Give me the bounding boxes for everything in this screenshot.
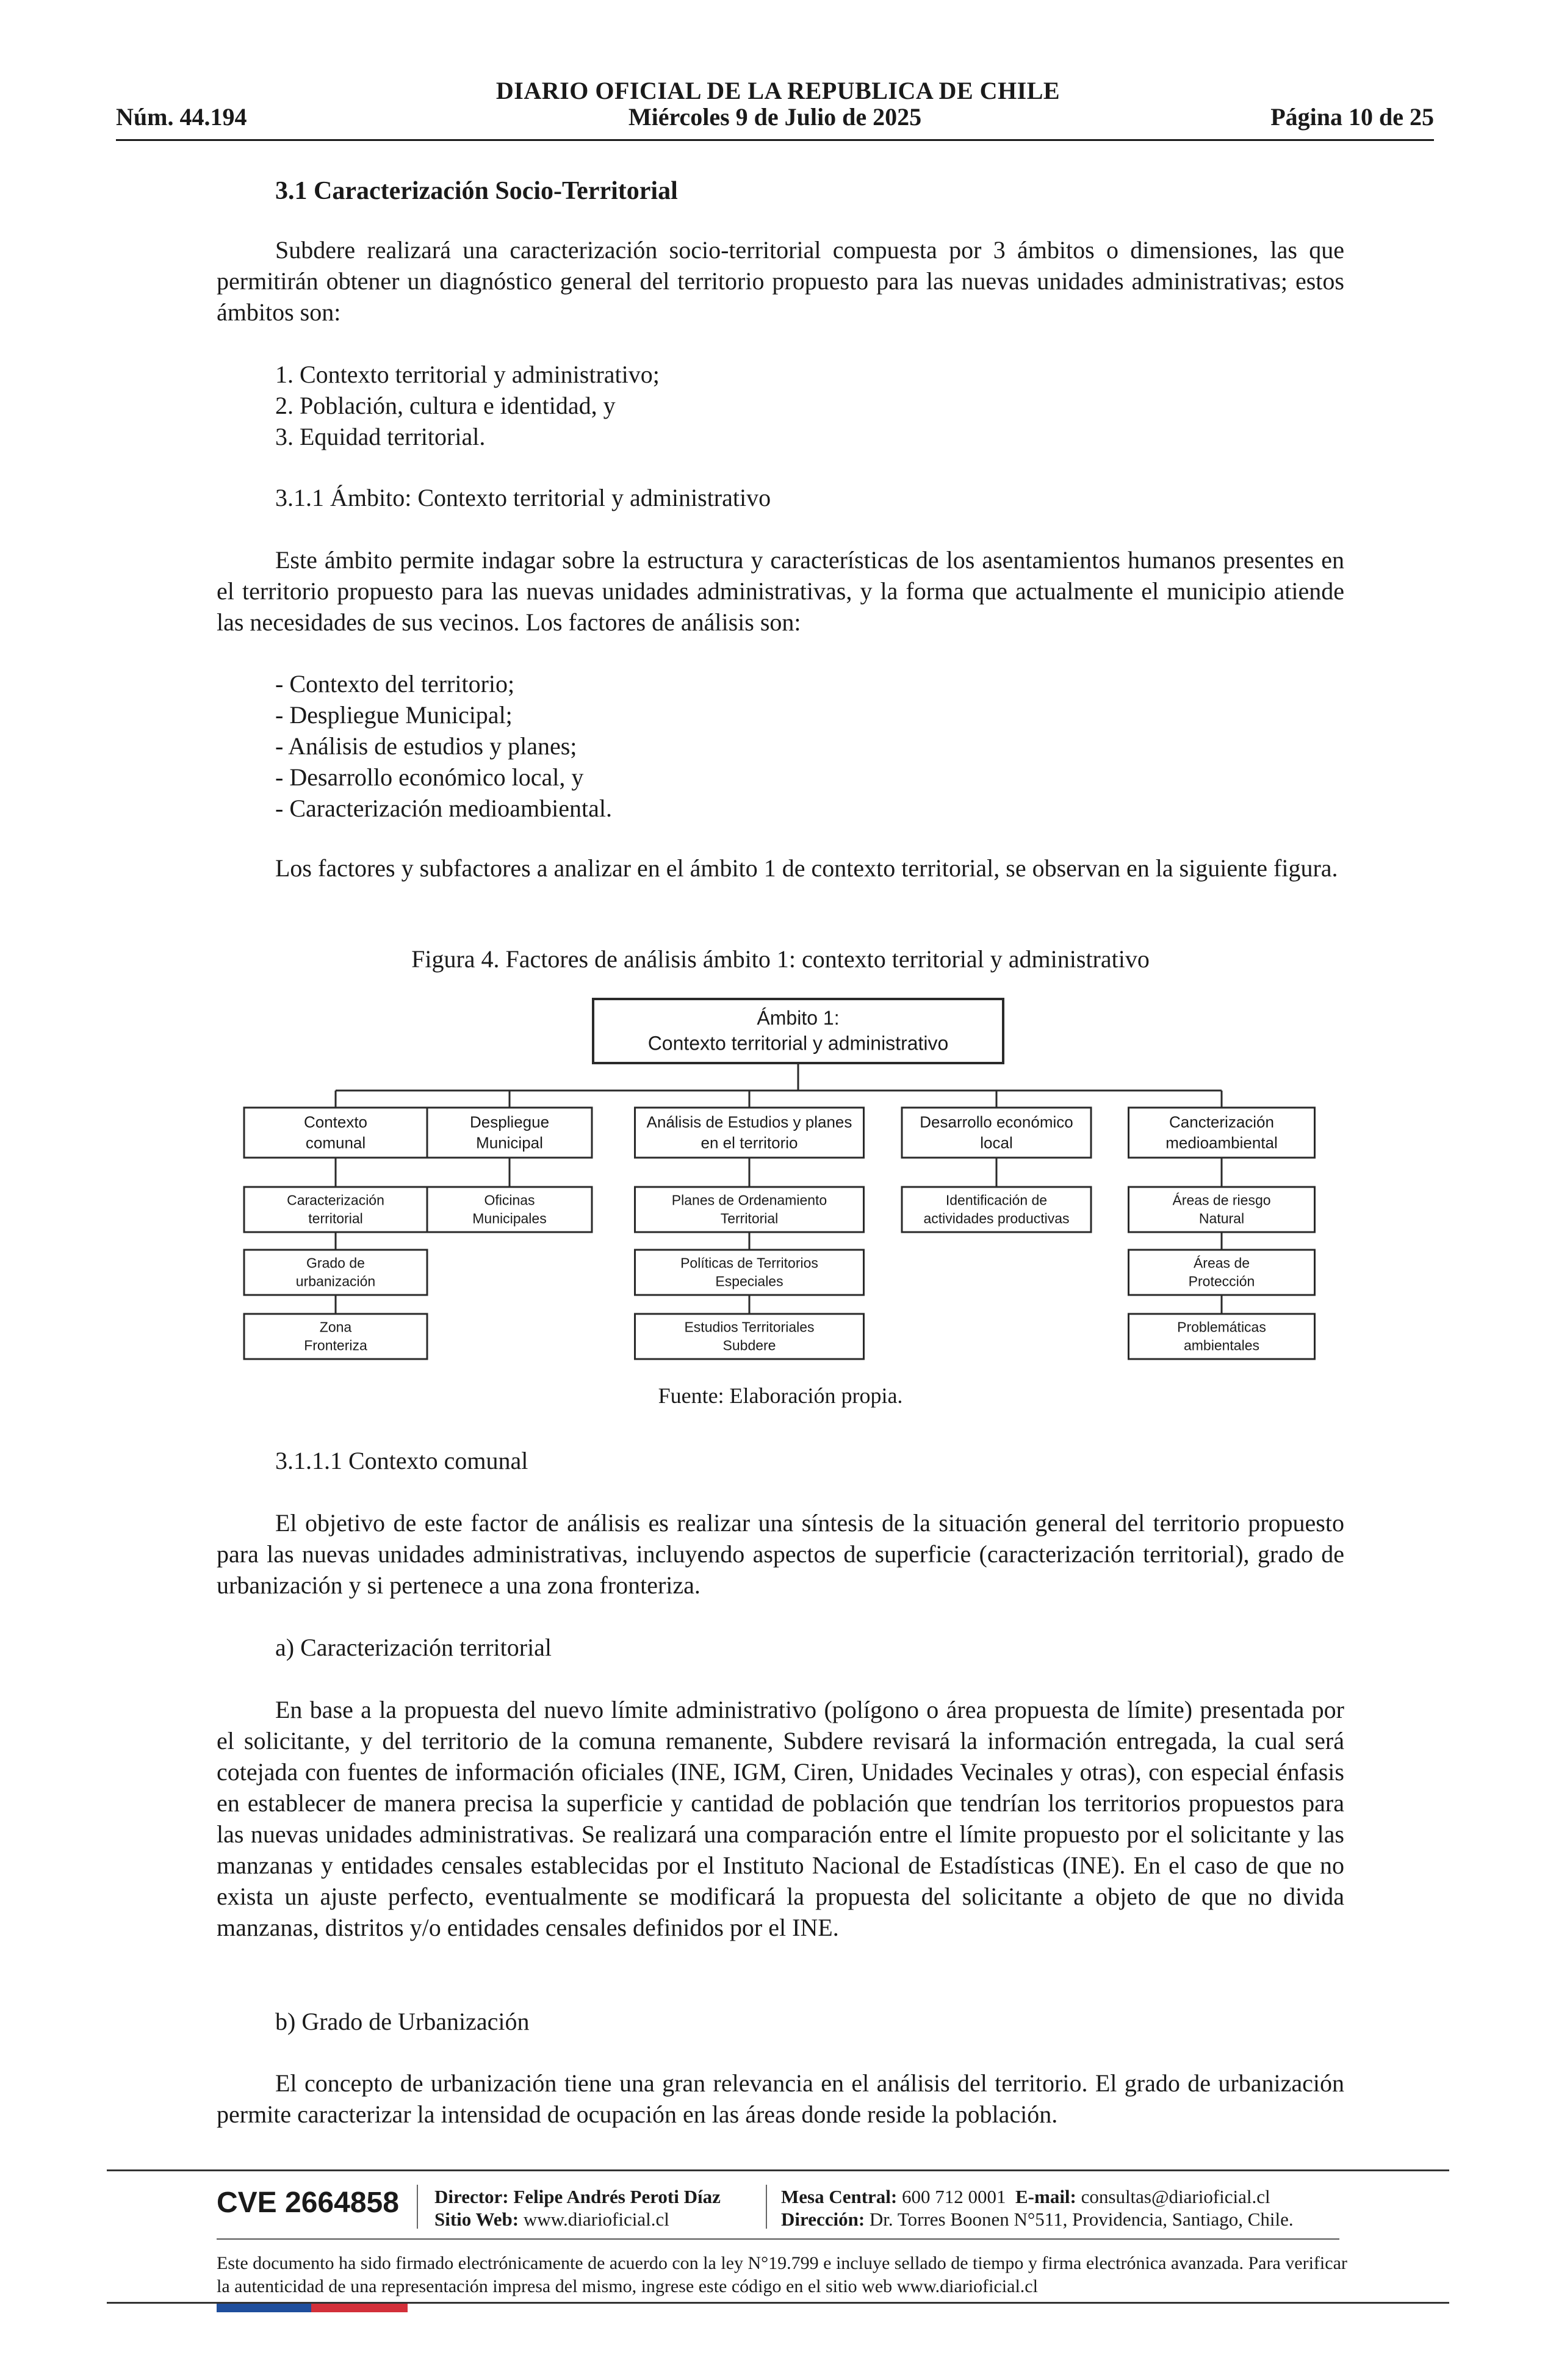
figure-caption: Figura 4. Factores de análisis ámbito 1: contexto territorial y administrativo <box>411 945 1150 973</box>
a-paragraph: En base a la propuesta del nuevo límite administrativo (polígono o área propuesta de límite) presentada por el solicitante, y del territorio de la comuna remanente, Subdere revisará la información entregada, la cual será cotejada con fuentes de información oficiales (INE, IGM, Ciren, Unidades Vecinales y otras), con especial énfasis en establecer de manera precisa la superficie y cantidad de población que tendrían los territorios propuestos para las nuevas unidades administrativas. Se realizará una comparación entre el límite propuesto por el solicitante y las manzanas y entidades censales establecidas por el Instituto Nacional de Estadísticas (INE). En el caso de que no exista un ajuste perfecto, eventualmente se modificará la propuesta del solicitante a objeto de que no divida manzanas, distritos y/o entidades censales definidos por el INE. <box>217 1696 1344 1941</box>
legal-notice: Este documento ha sido firmado electrónicamente de acuerdo con la ley N°19.799 e incluye sellado de tiempo y firma electrónica avanzada. Para verificar la autenticidad de una representación impresa del mismo, ingrese este código en el sitio web www.diarioficial.cl <box>217 2253 1347 2296</box>
intro-paragraph: Subdere realizará una caracterización socio-territorial compuesta por 3 ámbitos o dimensiones, las que permitirán obtener un diagnóstico general del territorio propuesto para las nuevas unidades administrativas; estos ámbitos son: <box>217 236 1344 326</box>
factor-box-label: Desarrollo económico <box>920 1112 1073 1131</box>
footer-bar-blue <box>217 2304 311 2312</box>
mesa-value: 600 712 0001 <box>902 2186 1006 2207</box>
factor-box-label: en el territorio <box>701 1133 798 1152</box>
factor-box-label: Municipal <box>476 1133 543 1152</box>
subfactor-box-label: Grado de <box>306 1255 365 1271</box>
section-heading: 3.1 Caracterización Socio-Territorial <box>275 177 678 205</box>
subfactor-box-label: Identificación de <box>945 1192 1048 1208</box>
address-value: Dr. Torres Boonen N°511, Providencia, Santiago, Chile. <box>869 2209 1294 2230</box>
cve-code: CVE 2664858 <box>217 2187 399 2219</box>
b-text <box>217 2068 1344 2130</box>
list-item: - Análisis de estudios y planes; <box>275 732 577 760</box>
list-item: 2. Población, cultura e identidad, y <box>275 392 616 419</box>
list-item: - Contexto del territorio; <box>275 670 515 698</box>
figure-ref-paragraph: Los factores y subfactores a analizar en el ámbito 1 de contexto territorial, se observan en la siguiente figura. <box>275 854 1338 882</box>
web-link[interactable]: www.diarioficial.cl <box>523 2209 669 2230</box>
list-item: - Caracterización medioambiental. <box>275 795 612 822</box>
factor-box-label: Cancterización <box>1169 1112 1274 1131</box>
subfactor-box-label: Fronteriza <box>304 1337 367 1354</box>
subfactor-box-label: Protección <box>1188 1273 1255 1289</box>
factor-box-label: Despliegue <box>469 1112 550 1131</box>
subfactor-box-label: Subdere <box>722 1337 776 1354</box>
subfactor-box-label: urbanización <box>295 1273 376 1289</box>
figure-source: Fuente: Elaboración propia. <box>658 1383 903 1408</box>
footer-mid-rule <box>217 2238 1339 2240</box>
director-name: Felipe Andrés Peroti Díaz <box>513 2186 721 2207</box>
director-label: Director: <box>434 2186 509 2207</box>
subsection-heading: 3.1.1 Ámbito: Contexto territorial y administrativo <box>275 484 771 511</box>
mesa-label: Mesa Central: <box>781 2186 898 2207</box>
footer-separator <box>766 2185 767 2229</box>
issue-number: Núm. 44.194 <box>116 103 247 131</box>
footer-director <box>434 2185 721 2230</box>
email-label: E-mail: <box>1015 2186 1076 2207</box>
footer-contact <box>781 2185 1294 2230</box>
subfactor-box-label: actividades productivas <box>923 1210 1070 1227</box>
list-item: - Despliegue Municipal; <box>275 701 513 729</box>
footer-bar-red <box>311 2304 408 2312</box>
sub-intro-paragraph: Este ámbito permite indagar sobre la estructura y características de los asentamientos humanos presentes en el territorio propuesto para las nuevas unidades administrativas, y la forma que actualmente el municipio atiende las necesidades de sus vecinos. Los factores de análisis son: <box>217 546 1344 636</box>
a-text <box>217 1694 1344 1943</box>
subfactor-box-label: Caracterización <box>287 1192 384 1208</box>
comunal-intro <box>217 1507 1344 1601</box>
footer-top-rule <box>107 2169 1449 2171</box>
subfactor-box-label: Políticas de Territorios <box>680 1255 818 1271</box>
list-item: 3. Equidad territorial. <box>275 423 486 450</box>
b-heading: b) Grado de Urbanización <box>275 2008 530 2035</box>
subfactor-box-label: territorial <box>308 1210 363 1227</box>
subfactor-box-label: Territorial <box>720 1210 779 1227</box>
comunal-heading: 3.1.1.1 Contexto comunal <box>275 1447 528 1474</box>
subfactor-box-label: Especiales <box>715 1273 783 1289</box>
factor-box-label: local <box>980 1133 1013 1152</box>
page-number: Página 10 de 25 <box>1270 103 1434 131</box>
factor-box-label: medioambiental <box>1165 1133 1278 1152</box>
subfactor-box-label: Áreas de <box>1193 1255 1250 1271</box>
subfactor-box-label: Estudios Territoriales <box>684 1319 815 1335</box>
web-label: Sitio Web: <box>434 2209 519 2230</box>
subfactor-box-label: ambientales <box>1183 1337 1260 1354</box>
factor-box-label: Contexto <box>303 1112 368 1131</box>
email-link[interactable]: consultas@diarioficial.cl <box>1081 2186 1270 2207</box>
list-item: 1. Contexto territorial y administrativo; <box>275 361 660 388</box>
issue-date: Miércoles 9 de Julio de 2025 <box>628 103 922 131</box>
factor-box-label: comunal <box>305 1133 366 1152</box>
subfactor-box-label: Problemáticas <box>1177 1319 1266 1335</box>
root-box-label: Contexto territorial y administrativo <box>647 1032 949 1055</box>
list-item: - Desarrollo económico local, y <box>275 763 584 791</box>
a-heading: a) Caracterización territorial <box>275 1634 552 1661</box>
subfactor-box-label: Zona <box>319 1319 352 1335</box>
b-paragraph: El concepto de urbanización tiene una gran relevancia en el análisis del territorio. El grado de urbanización permite caracterizar la intensidad de ocupación en las áreas donde reside la población. <box>217 2069 1344 2128</box>
subfactor-box-label: Oficinas <box>484 1192 535 1208</box>
subfactor-box-label: Áreas de riesgo <box>1172 1192 1271 1208</box>
subfactor-box-label: Planes de Ordenamiento <box>671 1192 827 1208</box>
factor-box-label: Análisis de Estudios y planes <box>646 1112 852 1131</box>
subfactor-box-label: Natural <box>1198 1210 1245 1227</box>
newspaper-title: DIARIO OFICIAL DE LA REPUBLICA DE CHILE <box>495 77 1061 104</box>
footer-separator <box>417 2185 418 2229</box>
subfactor-box-label: Municipales <box>472 1210 547 1227</box>
root-box-label: Ámbito 1: <box>757 1007 840 1030</box>
address-label: Dirección: <box>781 2209 865 2230</box>
comunal-intro-paragraph: El objetivo de este factor de análisis es realizar una síntesis de la situación general del territorio propuesto para las nuevas unidades administrativas, incluyendo aspectos de superficie (caracterización territorial), grado de urbanización y si pertenece a una zona fronteriza. <box>217 1509 1344 1599</box>
